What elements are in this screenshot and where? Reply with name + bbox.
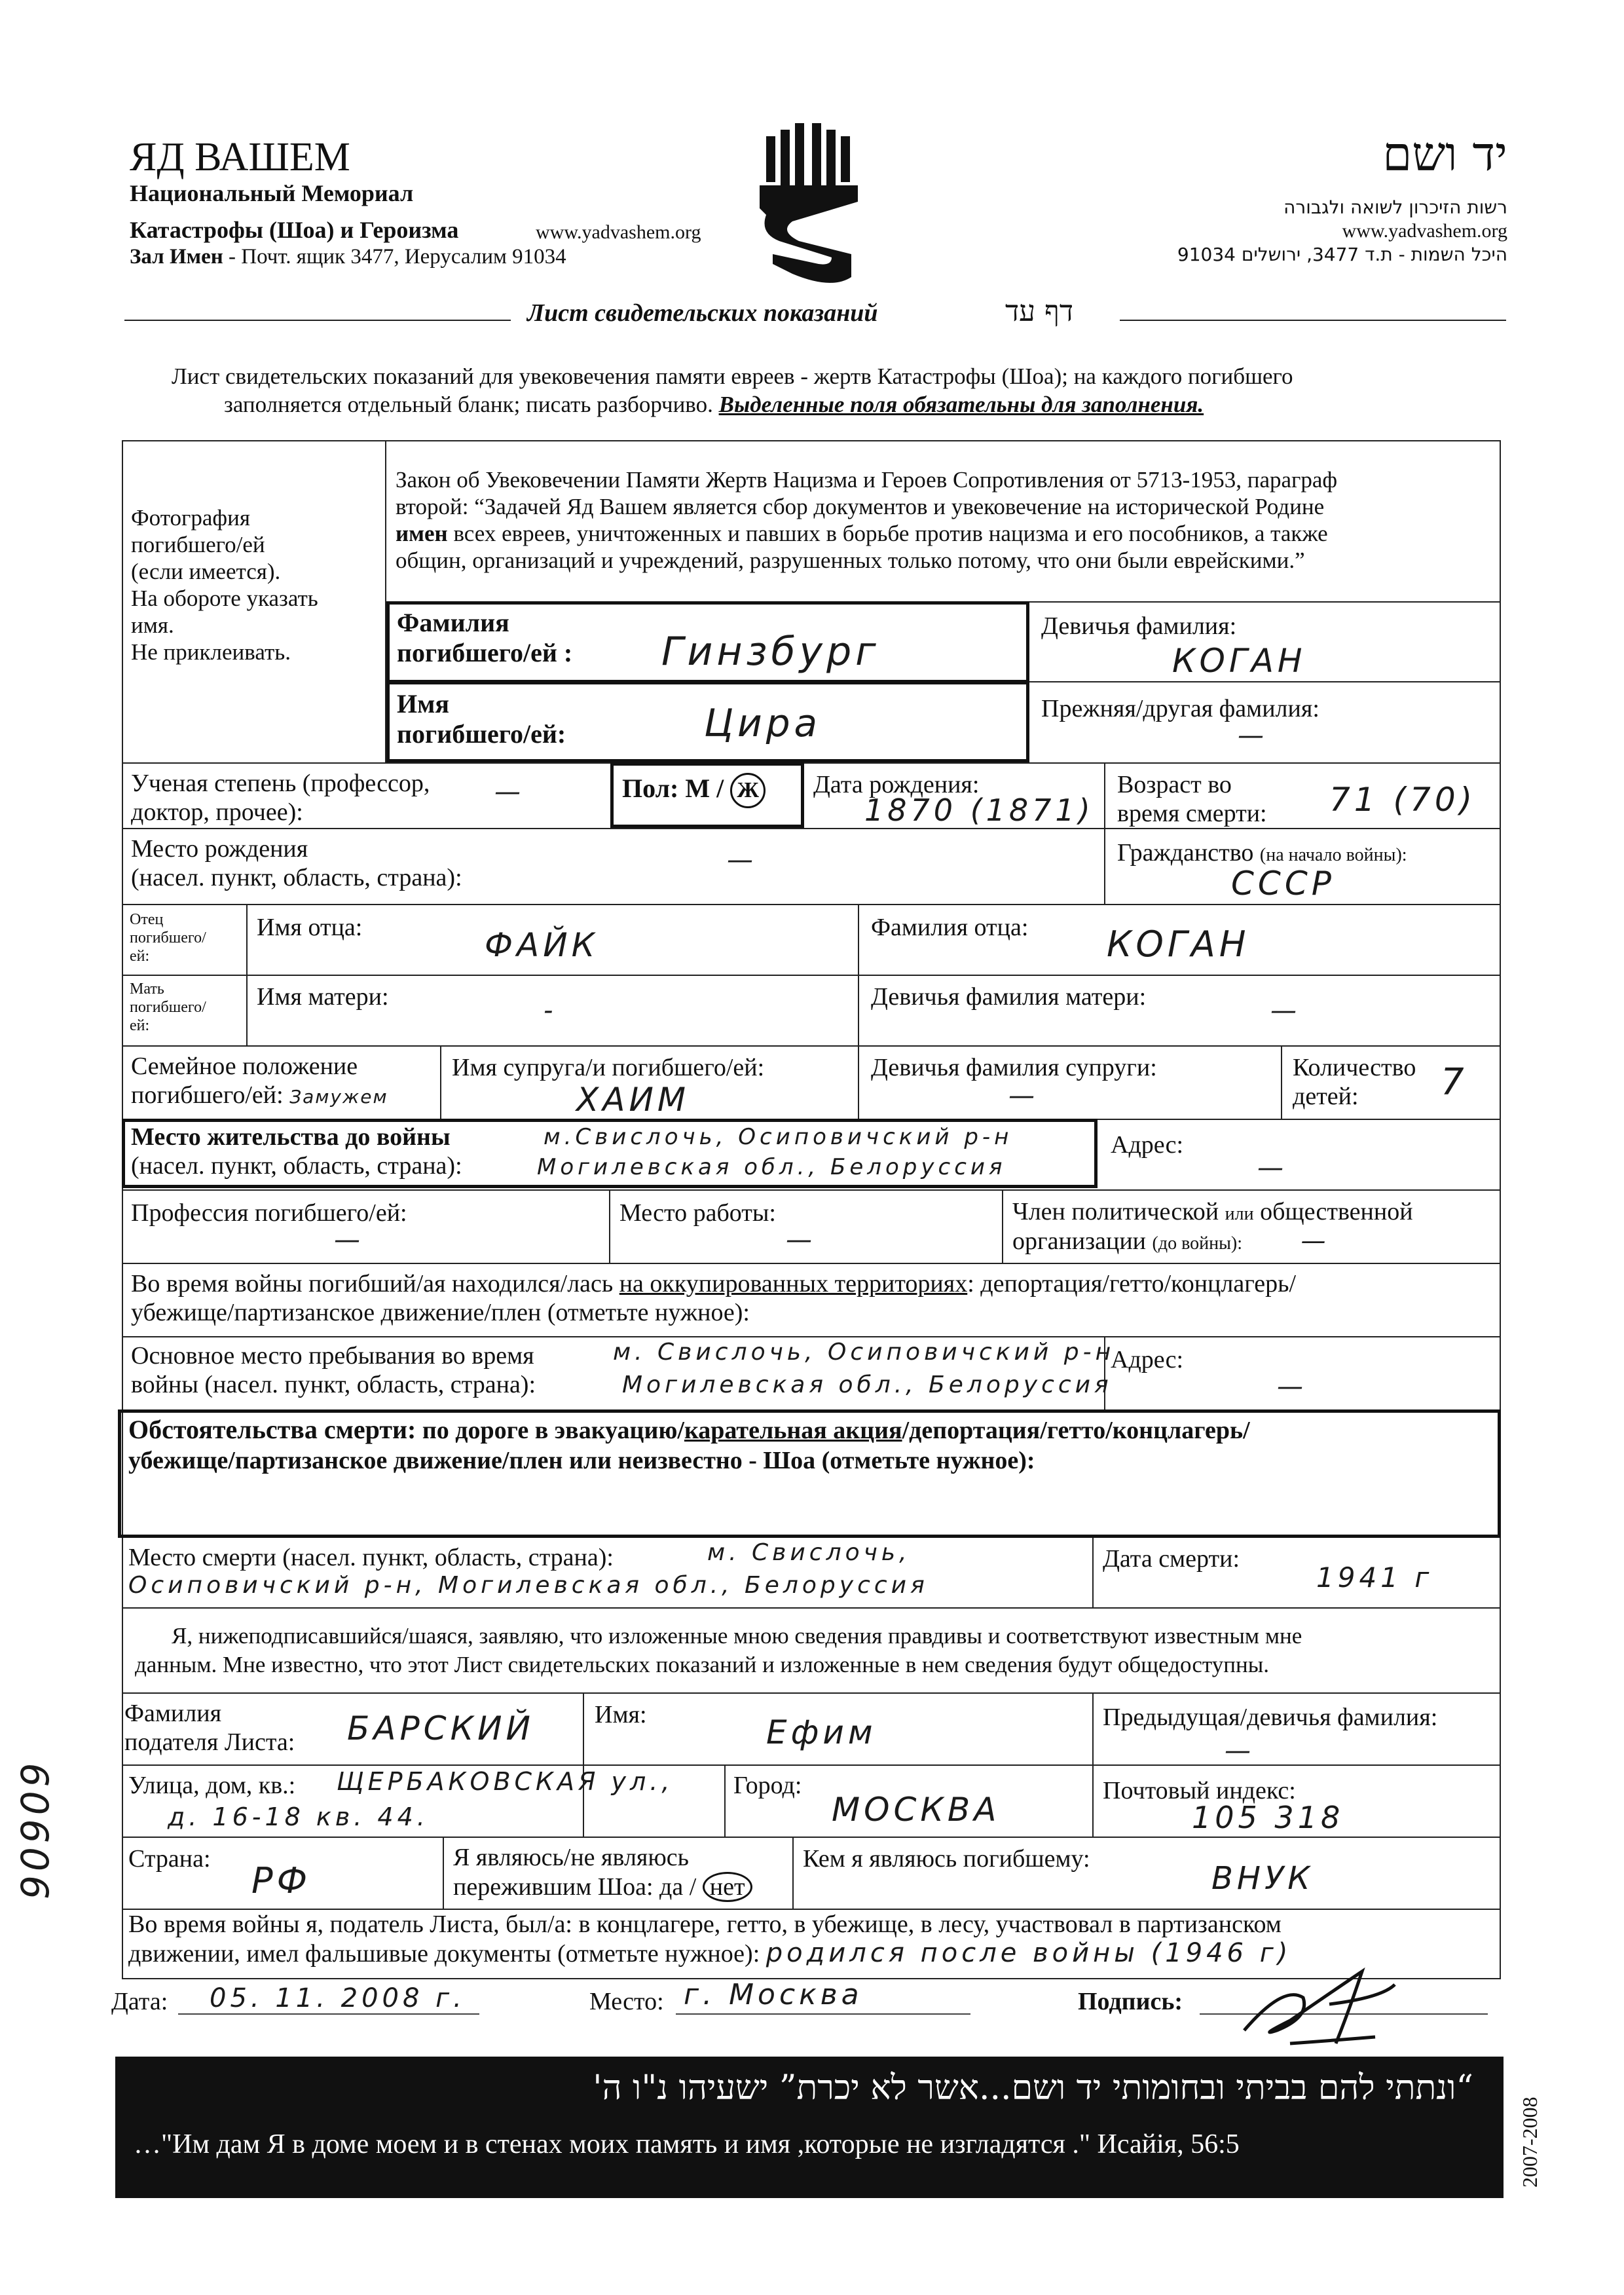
father-name-value: ФАЙК [485,926,599,964]
mother-name-label: Имя матери: [257,983,389,1011]
intro-line-2-wrap [224,392,1204,418]
mother-side-label: Мать погибшего/ ей: [130,980,206,1034]
spouse-label: Имя супруга/и погибшего/ей: [452,1054,765,1081]
mother-name-value: - [544,996,557,1026]
form-year: 2007-2008 [1518,2097,1541,2188]
submitter-surname-value: БАРСКИЙ [347,1709,534,1747]
wartime-label: Во время войны я, податель Листа, был/а: в концлагере, гетто, в убежище, в лесу, участвовал в партизанском движении, имел фальшивые документы (отметьте нужное): родился после войны (1946 г) [128,1911,1292,1968]
death-date-value: 1941 г [1316,1561,1433,1594]
rule [1104,762,1105,904]
footer-quote-he: “ונתתי להם בביתי ובחומותי יד ושם...אשר לא יכרת” ישעיהו נ"ו ה' [593,2068,1473,2108]
rule [122,1764,1501,1766]
spouse-maiden-label: Девичья фамилия супруги: [871,1054,1157,1081]
submitter-prev-label: Предыдущая/девичья фамилия: [1103,1704,1438,1731]
residence-line-1: м.Свислочь, Осиповичский р-н [544,1124,1013,1150]
age-value: 71 (70) [1329,781,1477,819]
declaration: Я, нижеподписавшийся/шаяся, заявляю, что изложенные мною сведения правдивы и соответствуют известным мне данным. Мне известно, что этот Лист свидетельских показаний и изложенные в нем сведения будут общедоступны. [135,1623,1302,1677]
mother-maiden-value: — [1270,996,1301,1026]
law-text: Закон об Увековечении Памяти Жертв Нацизма и Героев Сопротивления от 5713-1953, параграф второй: “Задачей Яд Вашем является сбор документов и увековечение на исторической Родине имен всех евреев, уничтоженных и павших в борьбе против нацизма и его пособников, а также общин, организаций и учреждений, разрушенных только потому, что они были еврейскими.” [396,467,1338,573]
war-status: Во время войны погибший/ая находился/лась на оккупированных территориях: депортация/гетто/концлагерь/ убежище/партизанское движение/плен (отметьте нужное): [131,1270,1297,1326]
title-rule-left [124,320,511,321]
archive-number: 90909 [13,1759,58,1899]
workplace-value: — [786,1225,816,1255]
form-title-he: דף עד [1005,295,1074,328]
father-name-label: Имя отца: [257,914,363,941]
member-label: Член политической или общественной организации (до войны): — [1012,1198,1413,1255]
signature-icon [1231,1958,1428,2057]
rule [122,1692,1501,1694]
residence-label: Место жительства до войны (насел. пункт, область, страна): [131,1123,462,1180]
rule [122,904,1501,905]
he-line-3: היכל השמות - ת.ד 3477, ירושלים 91034 [1177,244,1507,265]
main-place-line-2: Могилевская обл., Белоруссия [622,1371,1113,1398]
he-line-1: רשות הזיכרון לשואה ולגבורה [1283,196,1507,218]
hall-address: - Почт. ящик 3477, Иерусалим 91034 [229,245,566,269]
org-line-2: Катастрофы (Шоа) и Героизма [130,217,459,243]
intro-emphasis: Выделенные поля обязательны для заполнения. [718,392,1204,417]
submitter-prev-value: — [1225,1736,1255,1766]
relation-label: Кем я являюсь погибшему: [803,1845,1090,1873]
gender-selected: Ж [730,773,766,808]
wartime-answer: родился после войны (1946 г) [766,1938,1292,1968]
spouse-value: ХАИМ [576,1081,690,1119]
org-name-ru: ЯД ВАШЕМ [130,135,350,179]
country-label: Страна: [128,1845,211,1873]
rule [122,762,1501,764]
rule [724,1764,726,1837]
title-rule-right [1120,320,1506,321]
marital-label: Семейное положение погибшего/ей: Замужем [131,1053,388,1109]
main-address-value: — [1277,1371,1307,1402]
former-value: — [1238,720,1268,751]
rule [440,1045,441,1119]
former-label: Прежняя/другая фамилия: [1041,695,1320,722]
rule [122,975,1501,976]
rule [1281,1045,1282,1119]
yad-vashem-logo-icon [753,123,864,293]
citizenship-label: Гражданство (на начало войны): [1117,839,1407,867]
father-surname-value: КОГАН [1107,924,1250,965]
address-value: — [1257,1153,1287,1183]
submitter-surname-label: Фамилия подателя Листа: [124,1700,295,1756]
children-label: Количество детей: [1293,1054,1416,1110]
rule [122,828,1501,829]
mother-maiden-label: Девичья фамилия матери: [871,983,1147,1011]
submitter-name-value: Ефим [766,1713,877,1751]
rule [1092,1538,1094,1607]
sig-date-label: Дата: [111,1988,168,2015]
maiden-label: Девичья фамилия: [1041,612,1237,640]
rule [122,1045,1501,1047]
sig-sign-label: Подпись: [1078,1988,1183,2015]
zip-label: Почтовый индекс: [1103,1777,1296,1804]
marital-value: Замужем [289,1086,388,1108]
address-label: Адрес: [1111,1131,1184,1159]
city-label: Город: [733,1772,802,1799]
street-label: Улица, дом, кв.: [128,1772,296,1799]
children-value: 7 [1441,1061,1468,1104]
rule [122,1263,1501,1264]
rule [792,1837,794,1909]
org-website-left: www.yadvashem.org [536,221,701,243]
spouse-maiden-value: — [1008,1081,1039,1111]
hall-address-line [130,245,566,269]
father-side-label: Отец погибшего/ ей: [130,911,206,965]
rule [609,1189,610,1263]
citizenship-value: СССР [1231,865,1335,903]
victim-surname-value: Гинзбург [661,629,880,675]
rule [858,1045,859,1119]
victim-firstname-value: Цира [704,701,822,745]
birth-label: Дата рождения: [813,771,980,798]
footer-quote-ru: …"Им дам Я в доме моем и в стенах моих память и имя ,которые не изгладятся ." Исайія, 56:5 [134,2129,1240,2159]
city-value: МОСКВА [832,1791,1001,1829]
death-place-label: Место смерти (насел. пункт, область, страна): [128,1544,614,1571]
degree-label: Ученая степень (профессор, доктор, прочее): [131,770,430,826]
profession-label: Профессия погибшего/ей: [131,1199,407,1227]
age-label: Возраст во время смерти: [1117,771,1267,827]
sig-place-value: г. Москва [684,1978,863,2011]
residence-line-2: Могилевская обл., Белоруссия [537,1154,1006,1180]
father-surname-label: Фамилия отца: [871,914,1029,941]
rule [178,2013,479,2015]
org-name-he: יד ושם [1382,126,1507,181]
he-website: www.yadvashem.org [1342,220,1507,242]
main-place-label: Основное место пребывания во время войны (насел. пункт, область, страна): [131,1342,536,1398]
sig-date-value: 05. 11. 2008 г. [210,1983,466,2013]
intro-line-1: Лист свидетельских показаний для увековечения памяти евреев - жертв Катастрофы (Шоа); на каждого погибшего [172,364,1293,389]
zip-value: 105 318 [1192,1800,1344,1835]
rule [122,1837,1501,1838]
death-place-line-1: м. Свислочь, [707,1539,911,1566]
main-place-line-1: м. Свислочь, Осиповичский р-н [613,1339,1115,1366]
rule [122,1336,1501,1337]
member-value: — [1301,1226,1330,1255]
birth-value: 1870 (1871) [864,793,1094,828]
country-value: РФ [251,1860,312,1901]
rule [122,1607,1501,1609]
photo-note: Фотография погибшего/ей (если имеется). На обороте указать имя. Не приклеивать. [131,505,318,665]
birthplace-value: — [727,845,757,875]
survivor-label: Я являюсь/не являюсь пережившим Шоа: да / нет [453,1843,752,1902]
submitter-name-label: Имя: [595,1701,647,1728]
birthplace-label: Место рождения (насел. пункт, область, страна): [131,835,462,891]
degree-value: — [494,777,525,807]
rule [676,2013,970,2015]
death-place-line-2: Осиповичский р-н, Могилевская обл., Белоруссия [128,1572,929,1599]
gender-label: Пол: М / Ж [622,773,766,808]
death-circumstances: Обстоятельства смерти: по дороге в эвакуацию/карательная акция/депортация/гетто/концлагерь/ убежище/партизанское движение/плен или неизвестно - Шоа (отметьте нужное): [128,1415,1250,1474]
maiden-value: КОГАН [1172,642,1306,680]
street-line-2: д. 16-18 кв. 44. [168,1802,429,1831]
relation-value: ВНУК [1211,1860,1314,1897]
death-date-label: Дата смерти: [1103,1545,1240,1573]
victim-firstname-label: Имя погибшего/ей: [397,689,566,749]
main-address-label: Адрес: [1111,1346,1184,1373]
profession-value: — [334,1225,364,1255]
workplace-label: Место работы: [619,1199,776,1227]
org-line-1: Национальный Мемориал [130,180,414,206]
hall-of-names: Зал Имен [130,245,223,269]
sig-place-label: Место: [589,1988,664,2015]
rule [1029,681,1501,682]
form-title-ru: Лист свидетельских показаний [527,299,878,327]
victim-surname-label: Фамилия погибшего/ей : [397,608,573,667]
rule [122,1189,1501,1191]
survivor-selected: нет [703,1872,752,1902]
rule [443,1837,444,1909]
street-line-1: ЩЕРБАКОВСКАЯ ул., [337,1767,674,1796]
intro-line-2: заполняется отдельный бланк; писать разборчиво. [224,392,713,417]
rule [1002,1189,1003,1263]
